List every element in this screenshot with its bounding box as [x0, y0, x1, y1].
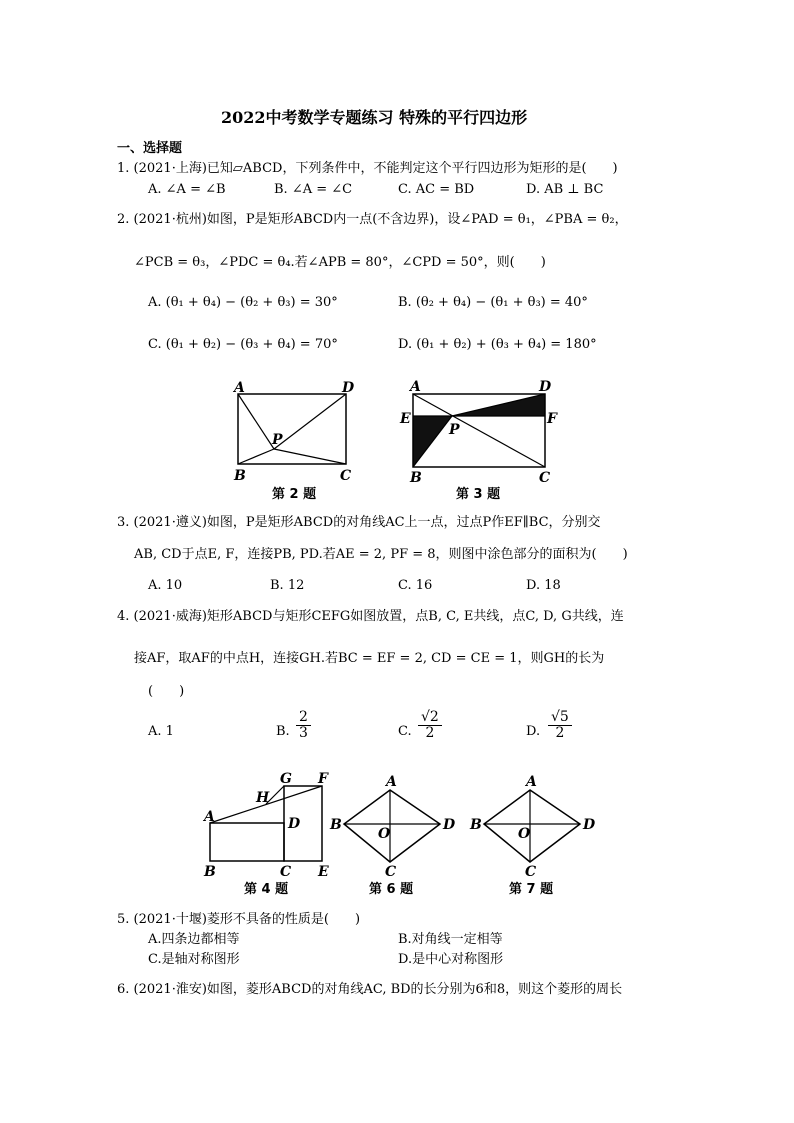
fig7-label-o: O: [518, 826, 531, 842]
q6-stem: 6. (2021·淮安)如图，菱形ABCD的对角线AC, BD的长分别为6和8，则这个菱形的周长: [117, 982, 623, 997]
fig3-label-e: E: [400, 411, 411, 427]
figure-3: [396, 378, 562, 486]
q4-stem-line1: 4. (2021·威海)矩形ABCD与矩形CEFG如图放置，点B, C, E共线，点C, D, G共线，连: [117, 609, 624, 624]
figure-2: [228, 378, 360, 486]
fig2-label-b: B: [234, 468, 246, 484]
fig2-label-a: A: [234, 380, 245, 396]
q2-option-c: C. (θ₁ + θ₂) − (θ₃ + θ₄) = 70°: [148, 337, 338, 352]
fig3-caption: 第 3 题: [456, 487, 501, 502]
fig4-label-e: E: [318, 864, 329, 880]
fig3-label-b: B: [410, 470, 422, 486]
q1-option-d: D. AB ⊥ BC: [526, 182, 604, 197]
q2-stem-line1: 2. (2021·杭州)如图，P是矩形ABCD内一点(不含边界)，设∠PAD = θ₁，∠PBA = θ₂，: [117, 212, 628, 227]
q2-stem-line2: ∠PCB = θ₃，∠PDC = θ₄.若∠APB = 80°，∠CPD = 50°，则( ): [134, 255, 546, 270]
fig7-label-a: A: [526, 774, 537, 790]
fig7-label-d: D: [583, 817, 596, 833]
q3-stem-line2: AB, CD于点E, F，连接PB, PD.若AE = 2, PF = 8，则图中涂色部分的面积为( ): [134, 547, 628, 562]
fig4-label-b: B: [204, 864, 216, 880]
fig7-label-b: B: [470, 817, 482, 833]
fig4-label-c: C: [280, 864, 292, 880]
q1-stem: 1. (2021·上海)已知▱ABCD，下列条件中，不能判定这个平行四边形为矩形的是( ): [117, 161, 618, 176]
fig7-caption: 第 7 题: [509, 882, 554, 897]
q4-stem-line2: 接AF，取AF的中点H，连接GH.若BC = EF = 2, CD = CE = 1，则GH的长为: [134, 651, 605, 666]
q4-option-c-prefix: C.: [398, 724, 412, 739]
fig4-label-a: A: [204, 809, 215, 825]
q4-option-c-fraction: [418, 710, 442, 742]
fig2-label-d: D: [342, 380, 355, 396]
q1-option-b: B. ∠A = ∠C: [274, 182, 353, 197]
fig4-label-g: G: [280, 771, 292, 787]
fig7-label-c: C: [525, 864, 537, 880]
fig4-caption: 第 4 题: [244, 882, 289, 897]
fig3-label-d: D: [539, 379, 552, 395]
q3-stem-line1: 3. (2021·遵义)如图，P是矩形ABCD的对角线AC上一点，过点P作EF∥BC，分别交: [117, 515, 601, 530]
fig4-label-d: D: [288, 816, 301, 832]
q5-option-c: C.是轴对称图形: [148, 952, 240, 967]
fig3-label-f: F: [547, 411, 557, 427]
q4-option-b-prefix: B.: [276, 724, 290, 739]
section-heading: 一、选择题: [117, 141, 183, 156]
q3-option-c: C. 16: [398, 578, 433, 593]
figure-4: [198, 766, 340, 882]
fig6-label-a: A: [386, 774, 397, 790]
fig6-label-c: C: [385, 864, 397, 880]
q4-option-c-denominator: 2: [425, 725, 435, 742]
q5-option-b: B.对角线一定相等: [398, 932, 503, 947]
fig6-label-b: B: [330, 817, 342, 833]
q5-option-a: A.四条边都相等: [148, 932, 240, 947]
q4-option-b-denominator: 3: [299, 725, 308, 742]
q2-option-d: D. (θ₁ + θ₂) + (θ₃ + θ₄) = 180°: [398, 337, 597, 352]
q3-option-b: B. 12: [270, 578, 305, 593]
q1-option-a: A. ∠A = ∠B: [148, 182, 226, 197]
q3-option-a: A. 10: [148, 578, 183, 593]
q5-option-d: D.是中心对称图形: [398, 952, 504, 967]
fig6-label-d: D: [443, 817, 456, 833]
q4-option-d-fraction: [548, 710, 572, 742]
fig4-label-f: F: [318, 771, 328, 787]
q4-option-c-numerator: √2: [418, 710, 442, 726]
fig4-label-h: H: [256, 790, 270, 806]
fig2-caption: 第 2 题: [272, 487, 317, 502]
page-title: 2022中考数学专题练习 特殊的平行四边形: [221, 108, 528, 127]
q4-stem-line3: ( ): [148, 684, 185, 699]
q5-stem: 5. (2021·十堰)菱形不具备的性质是( ): [117, 912, 361, 927]
q4-option-b-fraction: [296, 710, 311, 742]
fig6-caption: 第 6 题: [369, 882, 414, 897]
q4-option-d-denominator: 2: [555, 725, 565, 742]
fig3-label-a: A: [410, 379, 421, 395]
q4-option-b-numerator: 2: [296, 710, 311, 726]
figure-7: [466, 770, 598, 882]
q3-option-d: D. 18: [526, 578, 561, 593]
q4-option-d-prefix: D.: [526, 724, 541, 739]
q2-option-a: A. (θ₁ + θ₄) − (θ₂ + θ₃) = 30°: [148, 295, 338, 310]
q4-option-d-numerator: √5: [548, 710, 572, 726]
q2-option-b: B. (θ₂ + θ₄) − (θ₁ + θ₃) = 40°: [398, 295, 588, 310]
q1-option-c: C. AC = BD: [398, 182, 475, 197]
fig3-label-c: C: [539, 470, 551, 486]
fig2-label-p: P: [272, 432, 283, 448]
fig3-label-p: P: [449, 422, 460, 438]
fig2-label-c: C: [340, 468, 352, 484]
q4-option-a: A. 1: [148, 724, 174, 739]
fig6-label-o: O: [378, 826, 391, 842]
figure-6: [326, 770, 458, 882]
